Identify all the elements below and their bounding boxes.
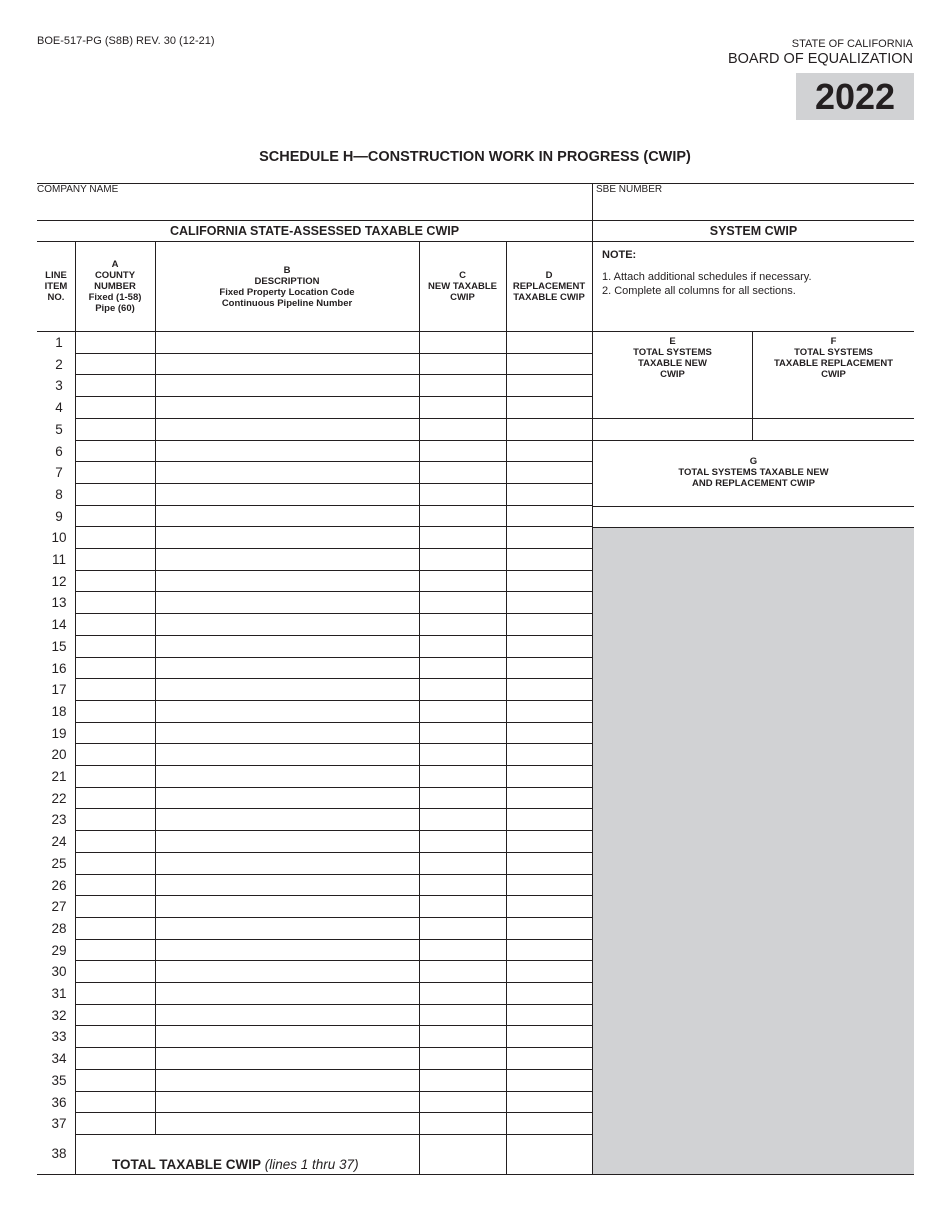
board-name: BOARD OF EQUALIZATION [727, 51, 913, 67]
line-number: 13 [51, 595, 67, 611]
line-number: 9 [55, 508, 63, 524]
table-cell-input[interactable] [76, 1092, 154, 1112]
section-left-title: CALIFORNIA STATE-ASSESSED TAXABLE CWIP [169, 224, 460, 238]
table-cell-input[interactable] [420, 592, 505, 612]
table-cell-input[interactable] [76, 592, 154, 612]
table-cell-input[interactable] [420, 658, 505, 678]
table-cell-input[interactable] [507, 397, 591, 417]
table-cell-input[interactable] [507, 462, 591, 482]
table-cell-input[interactable] [156, 831, 418, 851]
table-cell-input[interactable] [507, 354, 591, 374]
table-cell-input[interactable] [507, 484, 591, 504]
line-number: 30 [51, 964, 67, 980]
line-number: 2 [55, 356, 63, 372]
line-number: 10 [51, 530, 67, 546]
table-cell-input[interactable] [76, 896, 154, 916]
total-label [112, 1157, 359, 1172]
note-title: NOTE: [602, 249, 637, 261]
total-replacement-cwip-field[interactable] [507, 1135, 591, 1173]
table-cell-input[interactable] [420, 788, 505, 808]
table-cell-input[interactable] [507, 961, 591, 981]
table-cell-input[interactable] [156, 940, 418, 960]
table-cell-input[interactable] [507, 918, 591, 938]
line-number: 22 [51, 790, 67, 806]
table-cell-input[interactable] [76, 614, 154, 634]
table-cell-input[interactable] [156, 506, 418, 526]
col-b-header: B DESCRIPTION Fixed Property Location Code Continuous Pipeline Number [219, 264, 355, 309]
table-cell-input[interactable] [76, 918, 154, 938]
table-cell-input[interactable] [420, 441, 505, 461]
table-cell-input[interactable] [507, 592, 591, 612]
table-cell-input[interactable] [156, 1113, 418, 1133]
total-systems-replacement-field[interactable] [754, 419, 913, 439]
table-cell-input[interactable] [420, 1048, 505, 1068]
table-cell-input[interactable] [76, 375, 154, 395]
table-cell-input[interactable] [420, 723, 505, 743]
table-cell-input[interactable] [156, 397, 418, 417]
top-rule [37, 183, 914, 184]
line-number: 4 [55, 400, 63, 416]
line-number: 6 [55, 443, 63, 459]
line-number: 28 [51, 920, 67, 936]
col-g-header: G TOTAL SYSTEMS TAXABLE NEW AND REPLACEMENT CWIP [678, 456, 829, 489]
table-cell-input[interactable] [507, 723, 591, 743]
table-cell-input[interactable] [420, 1070, 505, 1090]
table-cell-input[interactable] [156, 1092, 418, 1112]
table-cell-input[interactable] [76, 527, 154, 547]
table-cell-input[interactable] [156, 1026, 418, 1046]
table-cell-input[interactable] [507, 658, 591, 678]
state-name: STATE OF CALIFORNIA [791, 38, 913, 50]
table-cell-input[interactable] [76, 766, 154, 786]
total-label-text: TOTAL TAXABLE CWIP [112, 1157, 261, 1172]
table-cell-input[interactable] [507, 571, 591, 591]
table-cell-input[interactable] [507, 441, 591, 461]
col-a-header: A COUNTY NUMBER Fixed (1-58) Pipe (60) [88, 259, 142, 314]
table-cell-input[interactable] [156, 462, 418, 482]
table-cell-input[interactable] [507, 419, 591, 439]
table-cell-input[interactable] [156, 658, 418, 678]
line-number: 29 [51, 942, 67, 958]
company-name-label: COMPANY NAME [37, 184, 119, 195]
table-cell-input[interactable] [420, 983, 505, 1003]
table-cell-input[interactable] [156, 571, 418, 591]
table-cell-input[interactable] [76, 571, 154, 591]
table-cell-input[interactable] [76, 636, 154, 656]
line-number: 24 [51, 834, 67, 850]
total-systems-combined-field[interactable] [594, 507, 913, 527]
page-title: SCHEDULE H—CONSTRUCTION WORK IN PROGRESS (CWIP) [259, 149, 691, 165]
table-cell-input[interactable] [507, 831, 591, 851]
table-cell-input[interactable] [156, 744, 418, 764]
table-cell-input[interactable] [507, 1048, 591, 1068]
line-number: 8 [55, 486, 63, 502]
table-cell-input[interactable] [420, 332, 505, 352]
table-cell-input[interactable] [420, 1092, 505, 1112]
line-number: 19 [51, 725, 67, 741]
table-cell-input[interactable] [156, 375, 418, 395]
table-cell-input[interactable] [507, 549, 591, 569]
table-cell-input[interactable] [507, 614, 591, 634]
line-number: 3 [55, 378, 63, 394]
table-cell-input[interactable] [507, 1070, 591, 1090]
section-right-title: SYSTEM CWIP [709, 224, 798, 238]
table-cell-input[interactable] [156, 961, 418, 981]
table-cell-input[interactable] [507, 744, 591, 764]
table-cell-input[interactable] [156, 592, 418, 612]
table-cell-input[interactable] [156, 701, 418, 721]
table-cell-input[interactable] [420, 896, 505, 916]
table-cell-input[interactable] [76, 788, 154, 808]
line-number: 18 [51, 703, 67, 719]
table-cell-input[interactable] [420, 853, 505, 873]
table-cell-input[interactable] [156, 636, 418, 656]
table-cell-input[interactable] [156, 983, 418, 1003]
table-cell-input[interactable] [507, 896, 591, 916]
table-cell-input[interactable] [420, 354, 505, 374]
line-number: 7 [55, 465, 63, 481]
table-cell-input[interactable] [420, 961, 505, 981]
table-cell-input[interactable] [76, 940, 154, 960]
line-number: 27 [51, 899, 67, 915]
col-c-header: C NEW TAXABLE CWIP [428, 270, 497, 303]
table-cell-input[interactable] [507, 1026, 591, 1046]
company-name-field[interactable] [38, 196, 588, 218]
ef-entry-rule-bottom [593, 440, 914, 441]
table-cell-input[interactable] [76, 831, 154, 851]
table-cell-input[interactable] [76, 354, 154, 374]
table-cell-input[interactable] [420, 636, 505, 656]
table-cell-input[interactable] [76, 484, 154, 504]
col-f-header: F TOTAL SYSTEMS TAXABLE REPLACEMENT CWIP [773, 336, 894, 380]
line-number: 21 [51, 769, 67, 784]
line-number: 23 [51, 812, 67, 828]
table-cell-input[interactable] [156, 527, 418, 547]
table-cell-input[interactable] [156, 809, 418, 829]
table-cell-input[interactable] [420, 549, 505, 569]
table-cell-input[interactable] [420, 1026, 505, 1046]
table-cell-input[interactable] [156, 354, 418, 374]
line-number: 11 [51, 552, 66, 567]
col-line-header: LINE ITEM NO. [44, 270, 68, 303]
table-cell-input[interactable] [420, 1113, 505, 1133]
table-cell-input[interactable] [420, 397, 505, 417]
table-cell-input[interactable] [507, 875, 591, 895]
company-sbe-divider [592, 183, 593, 220]
table-cell-input[interactable] [420, 506, 505, 526]
col-d-header: D REPLACEMENT TAXABLE CWIP [512, 270, 586, 303]
total-systems-new-field[interactable] [594, 419, 751, 439]
table-cell-input[interactable] [507, 679, 591, 699]
line-number: 12 [51, 573, 67, 589]
table-cell-input[interactable] [156, 766, 418, 786]
line-number: 5 [55, 421, 63, 437]
table-cell-input[interactable] [507, 809, 591, 829]
line-number: 25 [51, 855, 67, 871]
table-cell-input[interactable] [76, 506, 154, 526]
table-cell-input[interactable] [420, 744, 505, 764]
table-cell-input[interactable] [76, 983, 154, 1003]
table-cell-input[interactable] [420, 701, 505, 721]
table-cell-input[interactable] [76, 1026, 154, 1046]
total-label-range: (lines 1 thru 37) [264, 1157, 359, 1172]
table-cell-input[interactable] [156, 549, 418, 569]
note-item-2: 2. Complete all columns for all sections. [602, 285, 796, 297]
table-cell-input[interactable] [420, 918, 505, 938]
table-cell-input[interactable] [507, 1113, 591, 1133]
line-number: 38 [51, 1146, 67, 1161]
table-cell-input[interactable] [507, 766, 591, 786]
line-number: 20 [51, 747, 67, 763]
table-cell-input[interactable] [507, 853, 591, 873]
line-number: 32 [51, 1007, 67, 1023]
table-cell-input[interactable] [156, 614, 418, 634]
table-cell-input[interactable] [420, 571, 505, 591]
table-cell-input[interactable] [76, 1048, 154, 1068]
sbe-number-field[interactable] [597, 196, 912, 218]
form-id: BOE-517-PG (S8B) REV. 30 (12-21) [37, 35, 215, 47]
line-number: 37 [51, 1116, 67, 1132]
table-cell-input[interactable] [420, 809, 505, 829]
table-cell-input[interactable] [76, 441, 154, 461]
col-e-header: E TOTAL SYSTEMS TAXABLE NEW CWIP [633, 336, 712, 380]
table-cell-input[interactable] [507, 527, 591, 547]
table-cell-input[interactable] [156, 896, 418, 916]
note-item-1: 1. Attach additional schedules if necessary. [602, 271, 812, 283]
line-number: 36 [51, 1094, 67, 1110]
line-number: 15 [51, 638, 67, 654]
line-number: 33 [51, 1029, 67, 1045]
table-cell-input[interactable] [420, 875, 505, 895]
sbe-number-label: SBE NUMBER [596, 184, 663, 195]
table-cell-input[interactable] [76, 332, 154, 352]
table-cell-input[interactable] [76, 723, 154, 743]
table-cell-input[interactable] [76, 658, 154, 678]
table-cell-input[interactable] [76, 809, 154, 829]
table-cell-input[interactable] [507, 788, 591, 808]
table-cell-input[interactable] [156, 332, 418, 352]
line-number: 14 [51, 617, 67, 633]
total-new-cwip-field[interactable] [420, 1135, 505, 1173]
table-cell-input[interactable] [156, 853, 418, 873]
table-cell-input[interactable] [420, 831, 505, 851]
table-cell-input[interactable] [156, 484, 418, 504]
table-cell-input[interactable] [420, 527, 505, 547]
table-cell-input[interactable] [420, 614, 505, 634]
table-cell-input[interactable] [507, 636, 591, 656]
table-cell-input[interactable] [507, 983, 591, 1003]
table-cell-input[interactable] [76, 1113, 154, 1133]
table-cell-input[interactable] [156, 1048, 418, 1068]
line-number: 17 [51, 682, 67, 698]
table-cell-input[interactable] [420, 679, 505, 699]
table-cell-input[interactable] [76, 462, 154, 482]
table-cell-input[interactable] [156, 788, 418, 808]
table-cell-input[interactable] [76, 853, 154, 873]
table-cell-input[interactable] [76, 1005, 154, 1025]
table-cell-input[interactable] [156, 419, 418, 439]
line-number: 34 [51, 1051, 67, 1067]
table-cell-input[interactable] [156, 723, 418, 743]
table-cell-input[interactable] [156, 679, 418, 699]
line-number: 1 [55, 335, 63, 350]
table-cell-input[interactable] [420, 375, 505, 395]
line-number: 35 [51, 1072, 67, 1088]
form-year: 2022 [796, 73, 914, 120]
bottom-rule [37, 1174, 914, 1175]
line-number: 26 [51, 877, 67, 893]
table-cell-input[interactable] [156, 441, 418, 461]
line-number: 16 [51, 660, 67, 676]
table-cell-input[interactable] [76, 744, 154, 764]
table-cell-input[interactable] [420, 1005, 505, 1025]
table-cell-input[interactable] [507, 506, 591, 526]
table-cell-input[interactable] [76, 679, 154, 699]
shaded-area [593, 528, 914, 1174]
table-cell-input[interactable] [420, 484, 505, 504]
table-cell-input[interactable] [507, 940, 591, 960]
table-cell-input[interactable] [156, 875, 418, 895]
line-number: 31 [51, 986, 67, 1001]
table-cell-input[interactable] [156, 1005, 418, 1025]
table-cell-input[interactable] [76, 419, 154, 439]
table-cell-input[interactable] [76, 875, 154, 895]
table-cell-input[interactable] [76, 549, 154, 569]
section-rule [37, 220, 914, 221]
table-cell-input[interactable] [76, 701, 154, 721]
table-cell-input[interactable] [507, 375, 591, 395]
table-cell-input[interactable] [76, 1070, 154, 1090]
table-cell-input[interactable] [76, 961, 154, 981]
table-cell-input[interactable] [420, 940, 505, 960]
table-cell-input[interactable] [507, 1005, 591, 1025]
table-cell-input[interactable] [420, 419, 505, 439]
table-cell-input[interactable] [156, 918, 418, 938]
table-cell-input[interactable] [420, 462, 505, 482]
table-cell-input[interactable] [156, 1070, 418, 1090]
table-cell-input[interactable] [507, 701, 591, 721]
table-cell-input[interactable] [420, 766, 505, 786]
table-cell-input[interactable] [507, 1092, 591, 1112]
table-cell-input[interactable] [76, 397, 154, 417]
table-cell-input[interactable] [507, 332, 591, 352]
